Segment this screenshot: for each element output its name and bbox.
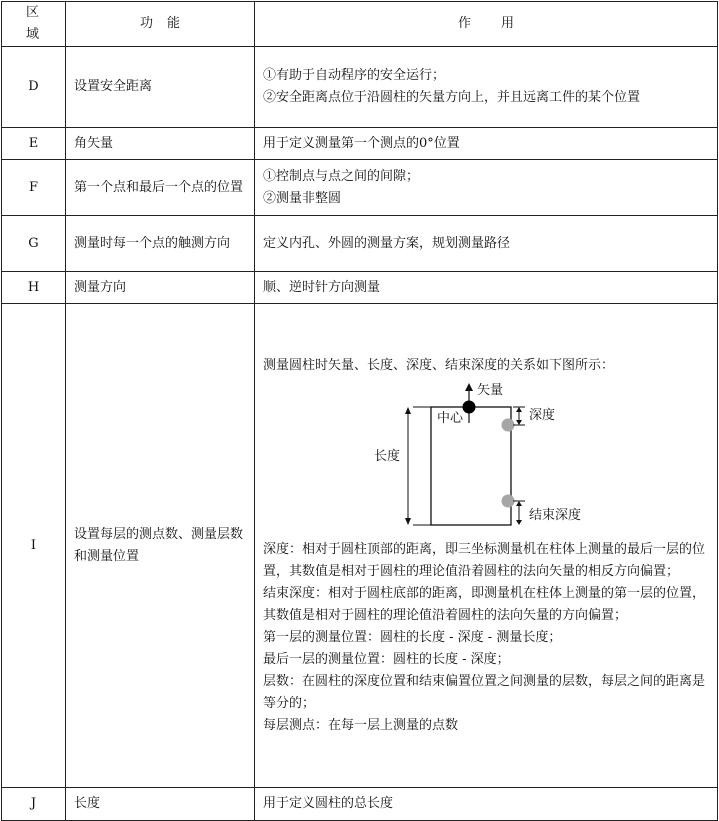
header-function: 功能 xyxy=(66,2,255,47)
purpose-cell: 顺、逆时针方向测量 xyxy=(255,272,718,304)
depth-arrow-bottom xyxy=(516,420,522,425)
table-row xyxy=(2,128,718,160)
diagram-intro: 测量圆柱时矢量、长度、深度、结束深度的关系如下图所示： xyxy=(263,357,615,373)
center-point xyxy=(463,400,476,413)
parameter-table xyxy=(1,1,718,821)
length-label: 长度 xyxy=(374,448,401,464)
purpose-line: ①有助于自动程序的安全运行； xyxy=(263,68,446,83)
table-row xyxy=(2,272,718,304)
area-cell: J xyxy=(2,788,66,821)
purpose-line: ②安全距离点位于沿圆柱的矢量方向上，并且远离工件的某个位置 xyxy=(263,90,641,105)
length-arrow-bottom xyxy=(405,518,411,525)
function-cell: 设置每层的测点数、测量层数和测量位置 xyxy=(66,304,255,788)
cylinder-diagram xyxy=(263,383,663,535)
table-row xyxy=(2,304,718,788)
center-label: 中心 xyxy=(437,410,464,426)
vector-label: 矢量 xyxy=(477,382,504,398)
header-row xyxy=(2,2,718,47)
purpose-line: 深度：相对于圆柱顶部的距离，即三坐标测量机在柱体上测量的最后一层的位置，其数值是相对于圆柱的理论值沿着圆柱的法向矢量的相反方向偏置； xyxy=(263,541,706,579)
purpose-line: 第一层的测量位置：圆柱的长度 - 深度 - 测量长度； xyxy=(263,629,562,645)
end-depth-label: 结束深度 xyxy=(529,507,582,523)
table-row xyxy=(2,47,718,128)
end-depth-arrow-bottom xyxy=(516,520,522,525)
depth-label: 深度 xyxy=(529,407,556,423)
cylinder-drawing xyxy=(263,383,663,535)
area-cell: H xyxy=(2,272,66,304)
end-depth-arrow-top xyxy=(516,501,522,506)
length-arrow-top xyxy=(405,407,411,414)
function-cell: 第一个点和最后一个点的位置 xyxy=(66,160,255,216)
area-cell: F xyxy=(2,160,66,216)
end-depth-point xyxy=(502,494,515,507)
area-cell: E xyxy=(2,128,66,160)
purpose-line: 结束深度：相对于圆柱底部的距离，即测量机在柱体上测量的第一层的位置，其数值是相对于圆柱的理论值沿着圆柱的法向矢量的方向偏置； xyxy=(263,585,706,623)
purpose-line: 最后一层的测量位置：圆柱的长度 - 深度； xyxy=(263,651,510,667)
function-cell: 测量时每一个点的触测方向 xyxy=(66,216,255,272)
purpose-line: 每层测点：在每一层上测量的点数 xyxy=(263,717,459,733)
area-cell: I xyxy=(2,304,66,788)
purpose-cell xyxy=(255,160,718,216)
purpose-cell xyxy=(255,47,718,128)
header-purpose: 作用 xyxy=(255,2,718,47)
purpose-cell: 用于定义圆柱的总长度 xyxy=(255,788,718,821)
purpose-cell: 定义内孔、外圆的测量方案，规划测量路径 xyxy=(255,216,718,272)
purpose-cell: 用于定义测量第一个测点的0°位置 xyxy=(255,128,718,160)
function-cell: 长度 xyxy=(66,788,255,821)
function-cell: 角矢量 xyxy=(66,128,255,160)
purpose-line: ②测量非整圆 xyxy=(263,190,342,206)
vector-arrow xyxy=(465,383,473,391)
table-row xyxy=(2,788,718,821)
depth-point xyxy=(502,418,515,431)
depth-arrow-top xyxy=(516,407,522,412)
function-cell: 测量方向 xyxy=(66,272,255,304)
table-row xyxy=(2,160,718,216)
function-cell: 设置安全距离 xyxy=(66,47,255,128)
purpose-line: ①控制点与点之间的间隙； xyxy=(263,168,420,184)
purpose-line: 层数：在圆柱的深度位置和结束偏置位置之间测量的层数，每层之间的距离是等分的； xyxy=(263,673,706,711)
table-row xyxy=(2,216,718,272)
header-area: 区域 xyxy=(2,2,66,47)
area-cell: G xyxy=(2,216,66,272)
area-cell: D xyxy=(2,47,66,128)
purpose-cell xyxy=(255,304,718,788)
